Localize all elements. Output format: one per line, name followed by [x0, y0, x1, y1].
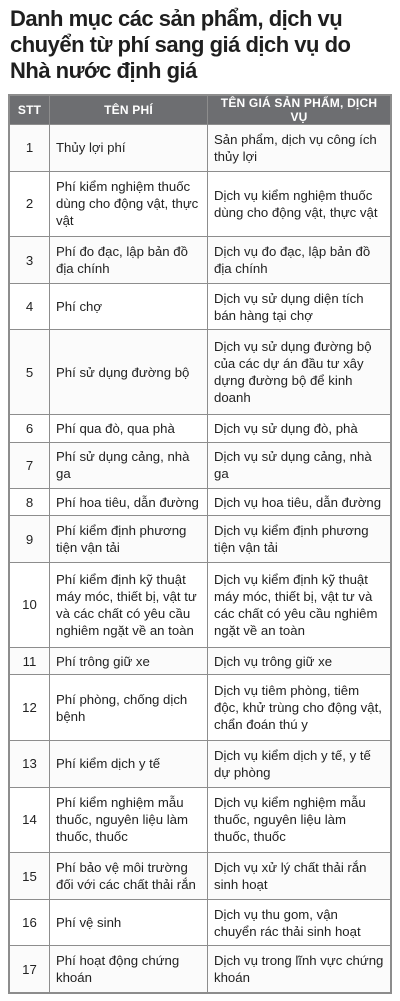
row-stt-cell: 7 — [10, 442, 50, 489]
row-service-name-cell: Dịch vụ xử lý chất thải rắn sinh hoạt — [208, 853, 391, 900]
row-service-name-cell: Dịch vụ kiểm dịch y tế, y tế dự phòng — [208, 741, 391, 788]
table-row — [10, 648, 391, 675]
row-fee-name-cell: Phí kiểm định phương tiện vận tải — [50, 516, 208, 563]
table-header — [10, 96, 391, 125]
row-service-name-cell: Dịch vụ trông giữ xe — [208, 648, 391, 675]
row-stt-cell: 1 — [10, 125, 50, 172]
row-stt-cell: 16 — [10, 899, 50, 946]
row-fee-name-cell: Phí qua đò, qua phà — [50, 415, 208, 442]
table-row — [10, 946, 391, 993]
table-row — [10, 516, 391, 563]
row-service-name-cell: Dịch vụ tiêm phòng, tiêm độc, khử trùng cho động vật, chẩn đoán thú y — [208, 675, 391, 741]
table-header-row — [10, 96, 391, 125]
row-stt-cell: 3 — [10, 237, 50, 284]
row-service-name-cell: Dịch vụ sử dụng đường bộ của các dự án đầu tư xây dựng đường bộ để kinh doanh — [208, 330, 391, 415]
row-fee-name-cell: Phí phòng, chống dịch bệnh — [50, 675, 208, 741]
table-body — [10, 125, 391, 993]
row-stt-cell: 11 — [10, 648, 50, 675]
row-stt-cell: 5 — [10, 330, 50, 415]
table-row — [10, 562, 391, 647]
table-row — [10, 237, 391, 284]
table-row — [10, 171, 391, 237]
row-stt-cell: 12 — [10, 675, 50, 741]
row-stt-cell: 17 — [10, 946, 50, 993]
table-row — [10, 330, 391, 415]
row-service-name-cell: Dịch vụ kiểm nghiệm mẫu thuốc, nguyên liệu làm thuốc, thuốc — [208, 787, 391, 853]
row-service-name-cell: Dịch vụ đo đạc, lập bản đồ địa chính — [208, 237, 391, 284]
table-row — [10, 442, 391, 489]
row-service-name-cell: Dịch vụ kiểm định kỹ thuật máy móc, thiết bị, vật tư và các chất có yêu cầu nghiêm ngặt về an toàn — [208, 562, 391, 647]
table-row — [10, 125, 391, 172]
row-fee-name-cell: Phí đo đạc, lập bản đồ địa chính — [50, 237, 208, 284]
row-stt-cell: 14 — [10, 787, 50, 853]
row-service-name-cell: Dịch vụ sử dụng đò, phà — [208, 415, 391, 442]
row-fee-name-cell: Phí chợ — [50, 283, 208, 330]
table-row — [10, 415, 391, 442]
header-stt: STT — [10, 96, 50, 125]
header-service-price-name: TÊN GIÁ SẢN PHẨM, DỊCH VỤ — [208, 96, 391, 125]
table-row — [10, 489, 391, 516]
fee-service-table — [9, 95, 391, 993]
header-fee-name: TÊN PHÍ — [50, 96, 208, 125]
table-row — [10, 675, 391, 741]
fee-table-container — [8, 94, 392, 994]
row-fee-name-cell: Phí kiểm dịch y tế — [50, 741, 208, 788]
table-row — [10, 899, 391, 946]
row-service-name-cell: Dịch vụ kiểm định phương tiện vận tải — [208, 516, 391, 563]
row-fee-name-cell: Phí bảo vệ môi trường đối với các chất thải rắn — [50, 853, 208, 900]
row-stt-cell: 13 — [10, 741, 50, 788]
row-service-name-cell: Dịch vụ thu gom, vận chuyển rác thải sinh hoạt — [208, 899, 391, 946]
row-fee-name-cell: Phí kiểm nghiệm thuốc dùng cho động vật, thực vật — [50, 171, 208, 237]
table-row — [10, 741, 391, 788]
row-stt-cell: 15 — [10, 853, 50, 900]
table-row — [10, 787, 391, 853]
row-fee-name-cell: Phí kiểm định kỹ thuật máy móc, thiết bị, vật tư và các chất có yêu cầu nghiêm ngặt về an toàn — [50, 562, 208, 647]
row-fee-name-cell: Phí vệ sinh — [50, 899, 208, 946]
row-service-name-cell: Dịch vụ sử dụng cảng, nhà ga — [208, 442, 391, 489]
row-service-name-cell: Dịch vụ kiểm nghiệm thuốc dùng cho động vật, thực vật — [208, 171, 391, 237]
row-fee-name-cell: Phí hoa tiêu, dẫn đường — [50, 489, 208, 516]
row-service-name-cell: Dịch vụ trong lĩnh vực chứng khoán — [208, 946, 391, 993]
row-fee-name-cell: Phí kiểm nghiệm mẫu thuốc, nguyên liệu làm thuốc, thuốc — [50, 787, 208, 853]
row-stt-cell: 10 — [10, 562, 50, 647]
row-fee-name-cell: Phí sử dụng cảng, nhà ga — [50, 442, 208, 489]
table-row — [10, 853, 391, 900]
row-stt-cell: 6 — [10, 415, 50, 442]
table-row — [10, 283, 391, 330]
row-service-name-cell: Dịch vụ hoa tiêu, dẫn đường — [208, 489, 391, 516]
row-service-name-cell: Dịch vụ sử dụng diện tích bán hàng tại chợ — [208, 283, 391, 330]
row-fee-name-cell: Phí hoạt động chứng khoán — [50, 946, 208, 993]
row-fee-name-cell: Thủy lợi phí — [50, 125, 208, 172]
row-fee-name-cell: Phí sử dụng đường bộ — [50, 330, 208, 415]
row-service-name-cell: Sản phẩm, dịch vụ công ích thủy lợi — [208, 125, 391, 172]
row-stt-cell: 2 — [10, 171, 50, 237]
row-fee-name-cell: Phí trông giữ xe — [50, 648, 208, 675]
row-stt-cell: 4 — [10, 283, 50, 330]
page-title: Danh mục các sản phẩm, dịch vụ chuyển từ phí sang giá dịch vụ do Nhà nước định giá — [10, 6, 351, 83]
row-stt-cell: 9 — [10, 516, 50, 563]
row-stt-cell: 8 — [10, 489, 50, 516]
